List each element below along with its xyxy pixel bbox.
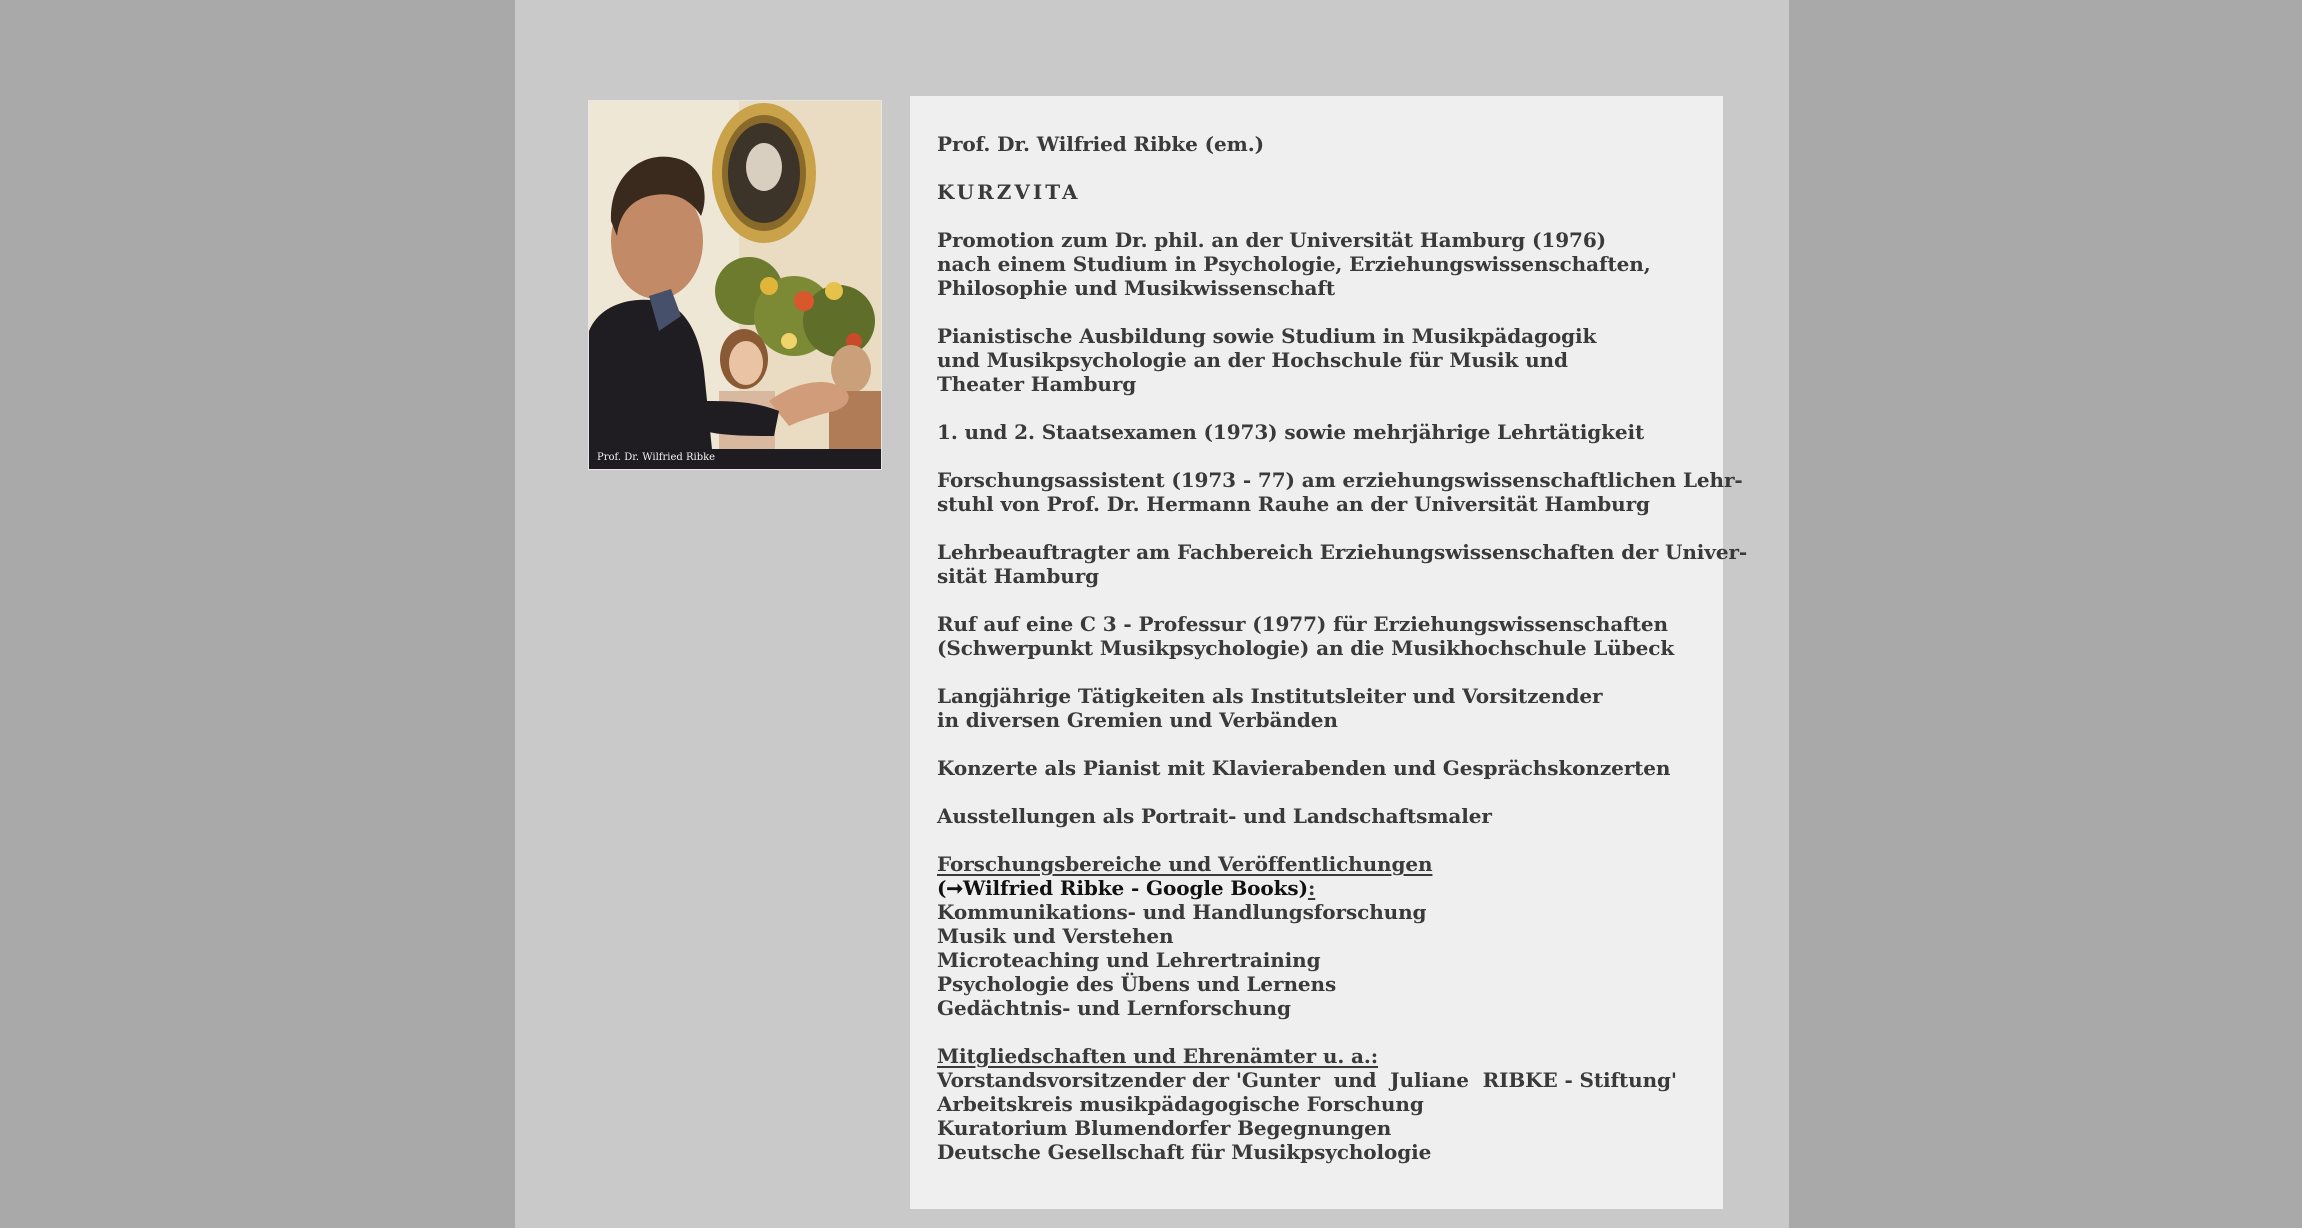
research-item: Musik und Verstehen bbox=[937, 924, 1174, 948]
vita-entry bbox=[937, 804, 1703, 828]
portrait-illustration bbox=[589, 101, 881, 469]
vita-entry bbox=[937, 468, 1743, 516]
vita-line: nach einem Studium in Psychologie, Erziehungswissenschaften, bbox=[937, 252, 1651, 276]
vita-line: Forschungsassistent (1973 - 77) am erziehungswissenschaftlichen Lehr- bbox=[937, 468, 1743, 492]
vita-line: Philosophie und Musikwissenschaft bbox=[937, 276, 1336, 300]
research-item: Kommunikations- und Handlungsforschung bbox=[937, 900, 1427, 924]
section-title: KURZVITA bbox=[937, 180, 1081, 204]
page-background bbox=[515, 0, 1789, 1228]
vita-line: (Schwerpunkt Musikpsychologie) an die Musikhochschule Lübeck bbox=[937, 636, 1675, 660]
vita-entry bbox=[937, 324, 1703, 396]
portrait-photo bbox=[588, 100, 882, 470]
vita-entry bbox=[937, 756, 1703, 780]
vita-line: stuhl von Prof. Dr. Hermann Rauhe an der Universität Hamburg bbox=[937, 492, 1650, 516]
membership-item: Vorstandsvorsitzender der 'Gunter und Juliane RIBKE - Stiftung' bbox=[937, 1068, 1677, 1092]
profile-name: Prof. Dr. Wilfried Ribke (em.) bbox=[937, 132, 1264, 156]
vita-line: Promotion zum Dr. phil. an der Universität Hamburg (1976) bbox=[937, 228, 1607, 252]
vita-content bbox=[937, 132, 1748, 1164]
vita-line: Lehrbeauftragter am Fachbereich Erziehungswissenschaften der Univer- bbox=[937, 540, 1748, 564]
vita-entry bbox=[937, 540, 1748, 588]
vita-entry bbox=[937, 684, 1703, 732]
vita-line: und Musikpsychologie an der Hochschule für Musik und bbox=[937, 348, 1568, 372]
research-item: Psychologie des Übens und Lernens bbox=[937, 972, 1337, 996]
vita-line: Ausstellungen als Portrait- und Landschaftsmaler bbox=[937, 804, 1492, 828]
research-title: Forschungsbereiche und Veröffentlichungen bbox=[937, 852, 1433, 876]
vita-entry bbox=[937, 612, 1703, 660]
vita-line: Pianistische Ausbildung sowie Studium in Musikpädagogik bbox=[937, 324, 1597, 348]
vita-entry bbox=[937, 228, 1703, 300]
membership-item: Arbeitskreis musikpädagogische Forschung bbox=[937, 1092, 1424, 1116]
vita-entry bbox=[937, 420, 1703, 444]
vita-line: Langjährige Tätigkeiten als Institutsleiter und Vorsitzender bbox=[937, 684, 1603, 708]
membership-item: Kuratorium Blumendorfer Begegnungen bbox=[937, 1116, 1392, 1140]
research-item: Gedächtnis- und Lernforschung bbox=[937, 996, 1291, 1020]
vita-line: in diversen Gremien und Verbänden bbox=[937, 708, 1338, 732]
membership-item: Deutsche Gesellschaft für Musikpsychologie bbox=[937, 1140, 1432, 1164]
vita-line: Ruf auf eine C 3 - Professur (1977) für Erziehungswissenschaften bbox=[937, 612, 1668, 636]
research-item: Microteaching und Lehrertraining bbox=[937, 948, 1321, 972]
vita-line: 1. und 2. Staatsexamen (1973) sowie mehrjährige Lehrtätigkeit bbox=[937, 420, 1645, 444]
vita-line: Theater Hamburg bbox=[937, 372, 1137, 396]
photo-caption: Prof. Dr. Wilfried Ribke bbox=[597, 452, 716, 463]
vita-line: sität Hamburg bbox=[937, 564, 1100, 588]
link-suffix: : bbox=[1307, 876, 1316, 900]
memberships-section bbox=[937, 1044, 1703, 1164]
research-section bbox=[937, 852, 1703, 1020]
vita-line: Konzerte als Pianist mit Klavierabenden und Gesprächskonzerten bbox=[937, 756, 1671, 780]
memberships-title: Mitgliedschaften und Ehrenämter u. a.: bbox=[937, 1044, 1379, 1068]
content-panel bbox=[910, 96, 1748, 1209]
google-books-link[interactable]: (➞Wilfried Ribke - Google Books) bbox=[937, 876, 1308, 900]
